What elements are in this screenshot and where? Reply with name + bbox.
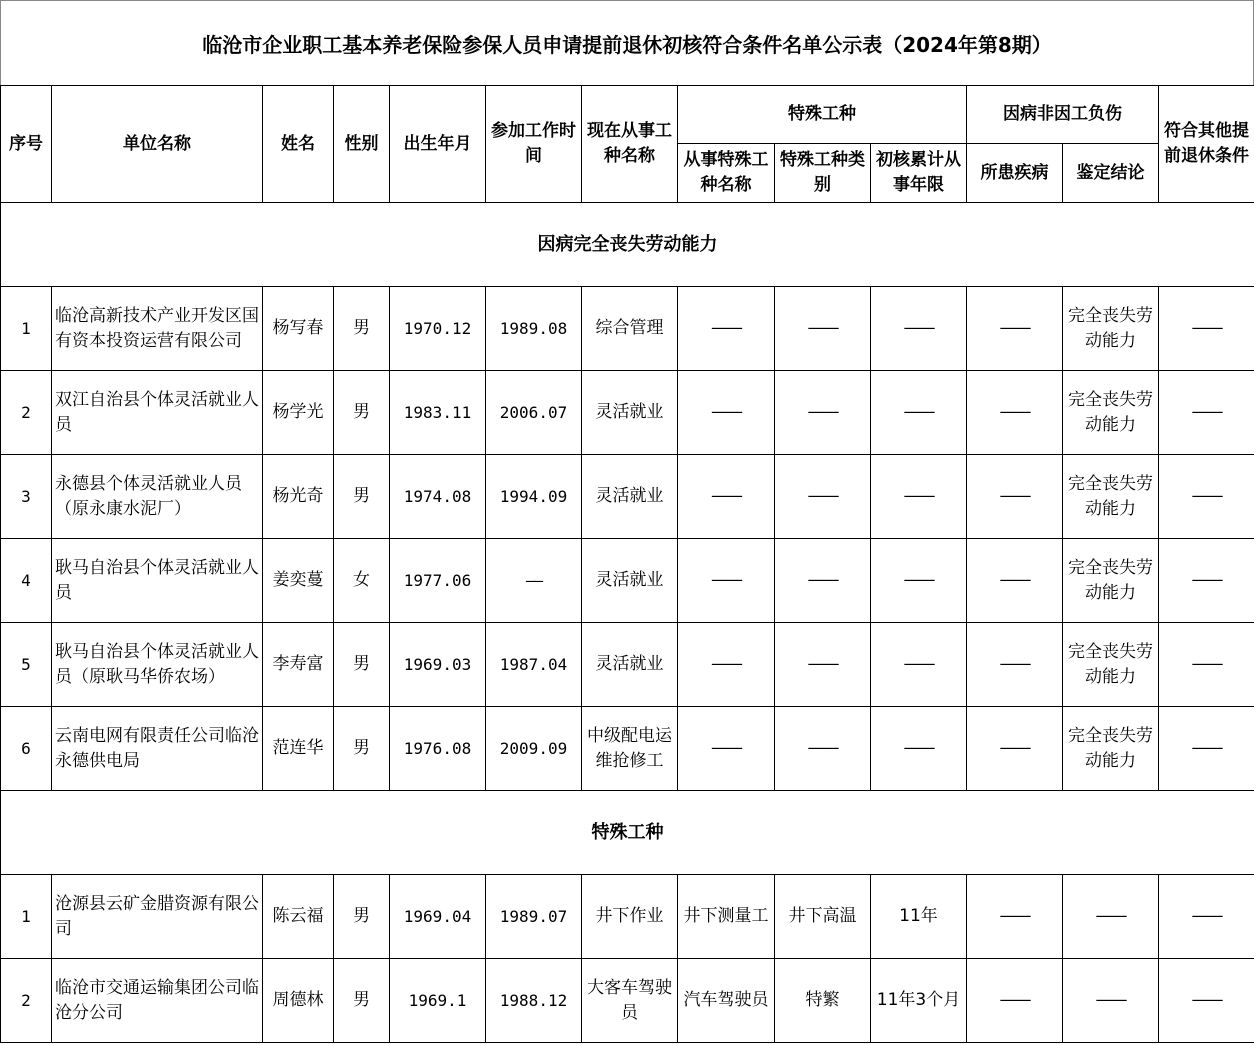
table-row — [1, 371, 1254, 455]
cell-seq: 1 — [1, 875, 52, 959]
cell-current-job: 中级配电运维抢修工 — [582, 707, 678, 791]
cell-gender: 男 — [334, 287, 390, 371]
header-work-start: 参加工作时间 — [486, 86, 582, 203]
cell-current-job: 灵活就业 — [582, 623, 678, 707]
cell-seq: 4 — [1, 539, 52, 623]
cell-name: 范连华 — [263, 707, 334, 791]
header-special-category: 特殊工种类别 — [775, 144, 871, 203]
table-row — [1, 539, 1254, 623]
table-row — [1, 623, 1254, 707]
table-row — [1, 875, 1254, 959]
cell-name: 陈云福 — [263, 875, 334, 959]
header-special-group: 特殊工种 — [678, 86, 967, 144]
cell-special-category: —— — [775, 623, 871, 707]
cell-birth: 1983.11 — [390, 371, 486, 455]
cell-work-start: 1987.04 — [486, 623, 582, 707]
cell-unit: 耿马自治县个体灵活就业人员 — [52, 539, 263, 623]
table-row — [1, 707, 1254, 791]
cell-work-start: 2009.09 — [486, 707, 582, 791]
cell-birth: 1976.08 — [390, 707, 486, 791]
cell-other: —— — [1159, 371, 1254, 455]
cell-special-category: —— — [775, 455, 871, 539]
cell-unit: 临沧市交通运输集团公司临沧分公司 — [52, 959, 263, 1043]
cell-special-category: —— — [775, 707, 871, 791]
cell-illness: —— — [967, 371, 1063, 455]
cell-seq: 1 — [1, 287, 52, 371]
table-body — [1, 203, 1254, 1043]
header-name: 姓名 — [263, 86, 334, 203]
cell-work-start: 2006.07 — [486, 371, 582, 455]
cell-special-category: —— — [775, 371, 871, 455]
cell-unit: 临沧高新技术产业开发区国有资本投资运营有限公司 — [52, 287, 263, 371]
cell-gender: 男 — [334, 371, 390, 455]
roster-table — [0, 85, 1254, 1043]
cell-special-years: —— — [871, 371, 967, 455]
table-row — [1, 455, 1254, 539]
page-title: 临沧市企业职工基本养老保险参保人员申请提前退休初核符合条件名单公示表（2024年第8期） — [0, 0, 1254, 85]
cell-illness: —— — [967, 623, 1063, 707]
cell-other: —— — [1159, 875, 1254, 959]
cell-special-years: —— — [871, 539, 967, 623]
cell-birth: 1969.04 — [390, 875, 486, 959]
cell-illness: —— — [967, 455, 1063, 539]
cell-name: 姜奕蔓 — [263, 539, 334, 623]
cell-work-start: 1989.08 — [486, 287, 582, 371]
cell-current-job: 灵活就业 — [582, 455, 678, 539]
cell-special-years: 11年3个月 — [871, 959, 967, 1043]
cell-special-category: —— — [775, 539, 871, 623]
header-birth: 出生年月 — [390, 86, 486, 203]
cell-work-start: 1994.09 — [486, 455, 582, 539]
cell-illness: —— — [967, 707, 1063, 791]
cell-name: 周德林 — [263, 959, 334, 1043]
cell-special-category: 特繁 — [775, 959, 871, 1043]
cell-seq: 5 — [1, 623, 52, 707]
cell-special-name: —— — [678, 539, 775, 623]
cell-gender: 男 — [334, 455, 390, 539]
header-special-years: 初核累计从事年限 — [871, 144, 967, 203]
cell-special-category: —— — [775, 287, 871, 371]
header-conclusion: 鉴定结论 — [1063, 144, 1159, 203]
cell-seq: 3 — [1, 455, 52, 539]
section-row — [1, 203, 1254, 287]
cell-current-job: 综合管理 — [582, 287, 678, 371]
cell-birth: 1969.03 — [390, 623, 486, 707]
cell-unit: 沧源县云矿金腊资源有限公司 — [52, 875, 263, 959]
cell-other: —— — [1159, 539, 1254, 623]
cell-special-name: —— — [678, 371, 775, 455]
cell-gender: 男 — [334, 623, 390, 707]
cell-special-name: —— — [678, 455, 775, 539]
cell-birth: 1974.08 — [390, 455, 486, 539]
cell-birth: 1970.12 — [390, 287, 486, 371]
header-illness-group: 因病非因工负伤 — [967, 86, 1159, 144]
header-gender: 性别 — [334, 86, 390, 203]
cell-conclusion: —— — [1063, 875, 1159, 959]
cell-special-name: —— — [678, 623, 775, 707]
cell-name: 杨学光 — [263, 371, 334, 455]
cell-gender: 女 — [334, 539, 390, 623]
cell-special-name: —— — [678, 707, 775, 791]
section-label: 特殊工种 — [1, 791, 1254, 875]
cell-special-years: —— — [871, 287, 967, 371]
cell-gender: 男 — [334, 875, 390, 959]
cell-work-start: 1988.12 — [486, 959, 582, 1043]
cell-special-years: —— — [871, 623, 967, 707]
cell-name: 杨光奇 — [263, 455, 334, 539]
cell-conclusion: 完全丧失劳动能力 — [1063, 707, 1159, 791]
table-row — [1, 287, 1254, 371]
cell-illness: —— — [967, 287, 1063, 371]
cell-other: —— — [1159, 623, 1254, 707]
cell-special-category: 井下高温 — [775, 875, 871, 959]
cell-special-name: 井下测量工 — [678, 875, 775, 959]
cell-name: 李寿富 — [263, 623, 334, 707]
cell-birth: 1977.06 — [390, 539, 486, 623]
cell-seq: 2 — [1, 959, 52, 1043]
header-seq: 序号 — [1, 86, 52, 203]
header-special-name: 从事特殊工种名称 — [678, 144, 775, 203]
cell-current-job: 灵活就业 — [582, 539, 678, 623]
cell-gender: 男 — [334, 959, 390, 1043]
cell-seq: 6 — [1, 707, 52, 791]
cell-other: —— — [1159, 707, 1254, 791]
cell-work-start: 1989.07 — [486, 875, 582, 959]
cell-conclusion: 完全丧失劳动能力 — [1063, 623, 1159, 707]
cell-name: 杨写春 — [263, 287, 334, 371]
header-current-job: 现在从事工种名称 — [582, 86, 678, 203]
cell-birth: 1969.1 — [390, 959, 486, 1043]
cell-illness: —— — [967, 959, 1063, 1043]
cell-unit: 云南电网有限责任公司临沧永德供电局 — [52, 707, 263, 791]
cell-special-years: —— — [871, 455, 967, 539]
cell-unit: 耿马自治县个体灵活就业人员（原耿马华侨农场） — [52, 623, 263, 707]
cell-current-job: 大客车驾驶员 — [582, 959, 678, 1043]
header-illness: 所患疾病 — [967, 144, 1063, 203]
cell-gender: 男 — [334, 707, 390, 791]
cell-seq: 2 — [1, 371, 52, 455]
section-row — [1, 791, 1254, 875]
cell-conclusion: 完全丧失劳动能力 — [1063, 455, 1159, 539]
cell-special-name: 汽车驾驶员 — [678, 959, 775, 1043]
cell-current-job: 灵活就业 — [582, 371, 678, 455]
table-row — [1, 959, 1254, 1043]
cell-other: —— — [1159, 287, 1254, 371]
cell-special-years: 11年 — [871, 875, 967, 959]
cell-other: —— — [1159, 455, 1254, 539]
section-label: 因病完全丧失劳动能力 — [1, 203, 1254, 287]
cell-conclusion: 完全丧失劳动能力 — [1063, 539, 1159, 623]
cell-special-years: —— — [871, 707, 967, 791]
cell-current-job: 井下作业 — [582, 875, 678, 959]
cell-unit: 永德县个体灵活就业人员（原永康水泥厂） — [52, 455, 263, 539]
header-other: 符合其他提前退休条件 — [1159, 86, 1254, 203]
cell-other: —— — [1159, 959, 1254, 1043]
cell-conclusion: —— — [1063, 959, 1159, 1043]
cell-conclusion: 完全丧失劳动能力 — [1063, 371, 1159, 455]
cell-conclusion: 完全丧失劳动能力 — [1063, 287, 1159, 371]
header-unit: 单位名称 — [52, 86, 263, 203]
cell-illness: —— — [967, 539, 1063, 623]
cell-special-name: —— — [678, 287, 775, 371]
cell-illness: —— — [967, 875, 1063, 959]
cell-work-start: —— — [486, 539, 582, 623]
cell-unit: 双江自治县个体灵活就业人员 — [52, 371, 263, 455]
